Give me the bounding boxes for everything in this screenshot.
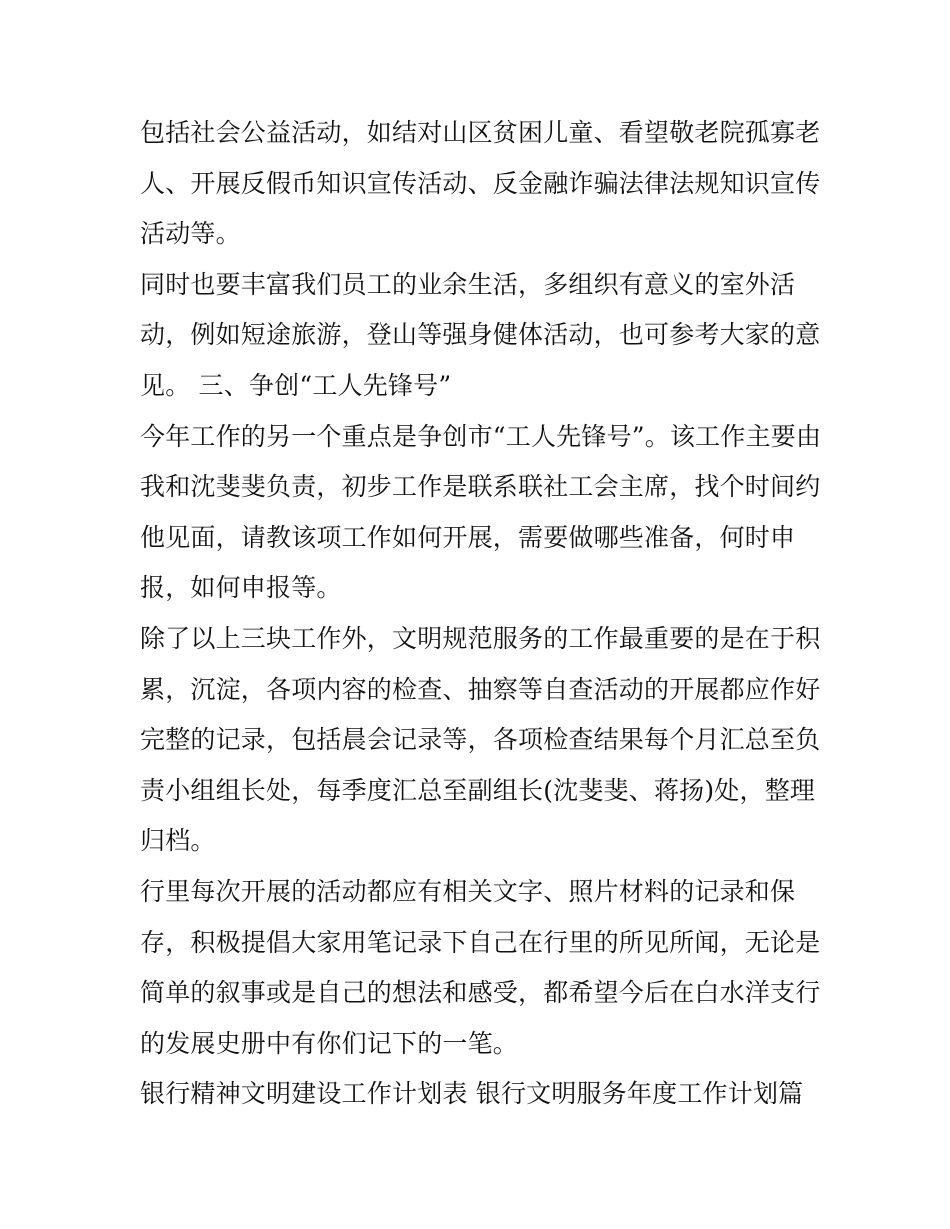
text-line: 存，积极提倡大家用笔记录下自己在行里的所见所闻，无论是 [140, 927, 821, 957]
text-line: 责小组组长处，每季度汇总至副组长(沈斐斐、蒋扬)处，整理 [140, 775, 816, 805]
text-line: 除了以上三块工作外，文明规范服务的工作最重要的是在于积 [140, 623, 821, 653]
text-line: 人、开展反假币知识宣传活动、反金融诈骗法律法规知识宣传 [140, 168, 821, 198]
document-body [140, 108, 820, 1120]
text-line: 累，沉淀，各项内容的检查、抽察等自查活动的开展都应作好 [140, 674, 821, 704]
text-line: 的发展史册中有你们记下的一笔。 [140, 1028, 519, 1058]
text-line: 完整的记录，包括晨会记录等，各项检查结果每个月汇总至负 [140, 725, 821, 755]
text-line: 包括社会公益活动，如结对山区贫困儿童、看望敬老院孤寡老 [140, 118, 821, 147]
text-line: 报，如何申报等。 [140, 573, 342, 603]
text-line: 银行精神文明建设工作计划表 银行文明服务年度工作计划篇 [140, 1079, 804, 1109]
text-line: 我和沈斐斐负责，初步工作是联系联社工会主席，找个时间约 [140, 472, 821, 502]
text-line: 动，例如短途旅游，登山等强身健体活动，也可参考大家的意 [140, 320, 821, 350]
section-heading-line: 见。 三、争创“工人先锋号” [140, 370, 452, 400]
text-line: 活动等。 [140, 219, 241, 249]
text-line: 归档。 [140, 826, 216, 856]
text-line: 行里每次开展的活动都应有相关文字、照片材料的记录和保 [140, 876, 796, 906]
text-line: 同时也要丰富我们员工的业余生活，多组织有意义的室外活 [140, 269, 796, 299]
text-line: 今年工作的另一个重点是争创市“工人先锋号”。该工作主要由 [140, 421, 822, 451]
text-line: 他见面，请教该项工作如何开展，需要做哪些准备，何时申 [140, 522, 796, 552]
text-line: 简单的叙事或是自己的想法和感受，都希望今后在白水洋支行 [140, 978, 821, 1008]
